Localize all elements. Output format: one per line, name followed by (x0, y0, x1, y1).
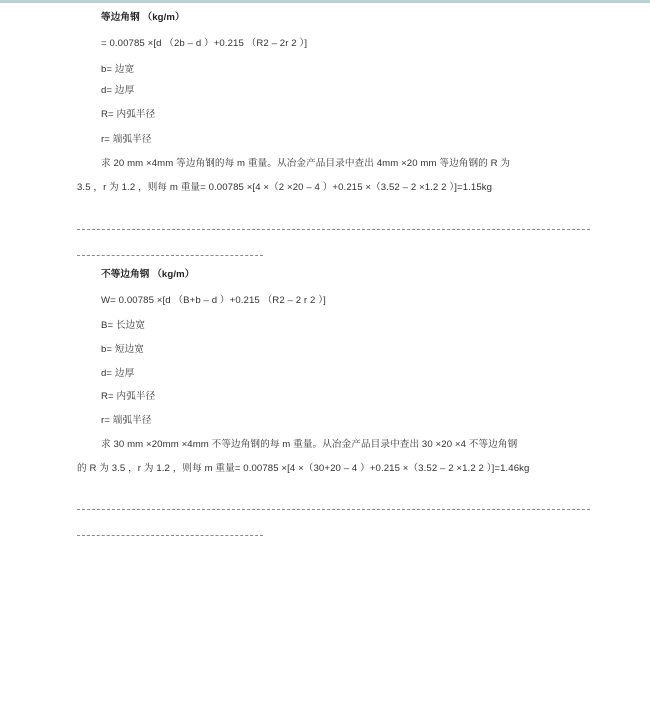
page-top-border (0, 0, 650, 3)
section1-title: 等边角钢 （kg/m） (101, 12, 185, 23)
separator-dashes (77, 229, 590, 231)
section2-var-b: b= 短边宽 (101, 344, 144, 355)
section2-var-r: r= 端弧半径 (101, 415, 152, 426)
section1-formula: = 0.00785 ×[d （2b – d ）+0.215 （R2 – 2r 2 ）] (101, 38, 308, 49)
separator-dashes-short (77, 255, 263, 257)
section2-title: 不等边角钢 （kg/m） (101, 269, 195, 280)
section2-example-line2: 的 R 为 3.5 ，r 为 1.2 ，则每 m 重量= 0.00785 ×[4 ×（30+20 – 4 ）+0.215 ×（3.52 – 2 ×1.2 2 ）]=1.46kg (77, 463, 530, 474)
section2-var-d: d= 边厚 (101, 368, 135, 379)
section2-formula: W= 0.00785 ×[d （B+b – d ）+0.215 （R2 – 2 r 2 ）] (101, 295, 326, 306)
separator-dashes (77, 509, 590, 511)
separator-dashes-short (77, 535, 263, 537)
section1-var-d: d= 边厚 (101, 85, 135, 96)
section1-example-line1: 求 20 mm ×4mm 等边角钢的每 m 重量。从冶金产品目录中查出 4mm ×20 mm 等边角钢的 R 为 (101, 158, 511, 169)
section1-example-line2: 3.5 ，r 为 1.2 ，则每 m 重量= 0.00785 ×[4 ×（2 ×20 – 4 ）+0.215 ×（3.52 – 2 ×1.2 2 ）]=1.15kg (77, 182, 493, 193)
section2-var-R: R= 内弧半径 (101, 391, 156, 402)
section2-example-line1: 求 30 mm ×20mm ×4mm 不等边角钢的每 m 重量。从冶金产品目录中查出 30 ×20 ×4 不等边角钢 (101, 439, 518, 450)
section1-var-r: r= 端弧半径 (101, 134, 152, 145)
section1-var-b: b= 边宽 (101, 64, 135, 75)
section2-var-B: B= 长边宽 (101, 320, 146, 331)
section1-var-R: R= 内弧半径 (101, 109, 156, 120)
